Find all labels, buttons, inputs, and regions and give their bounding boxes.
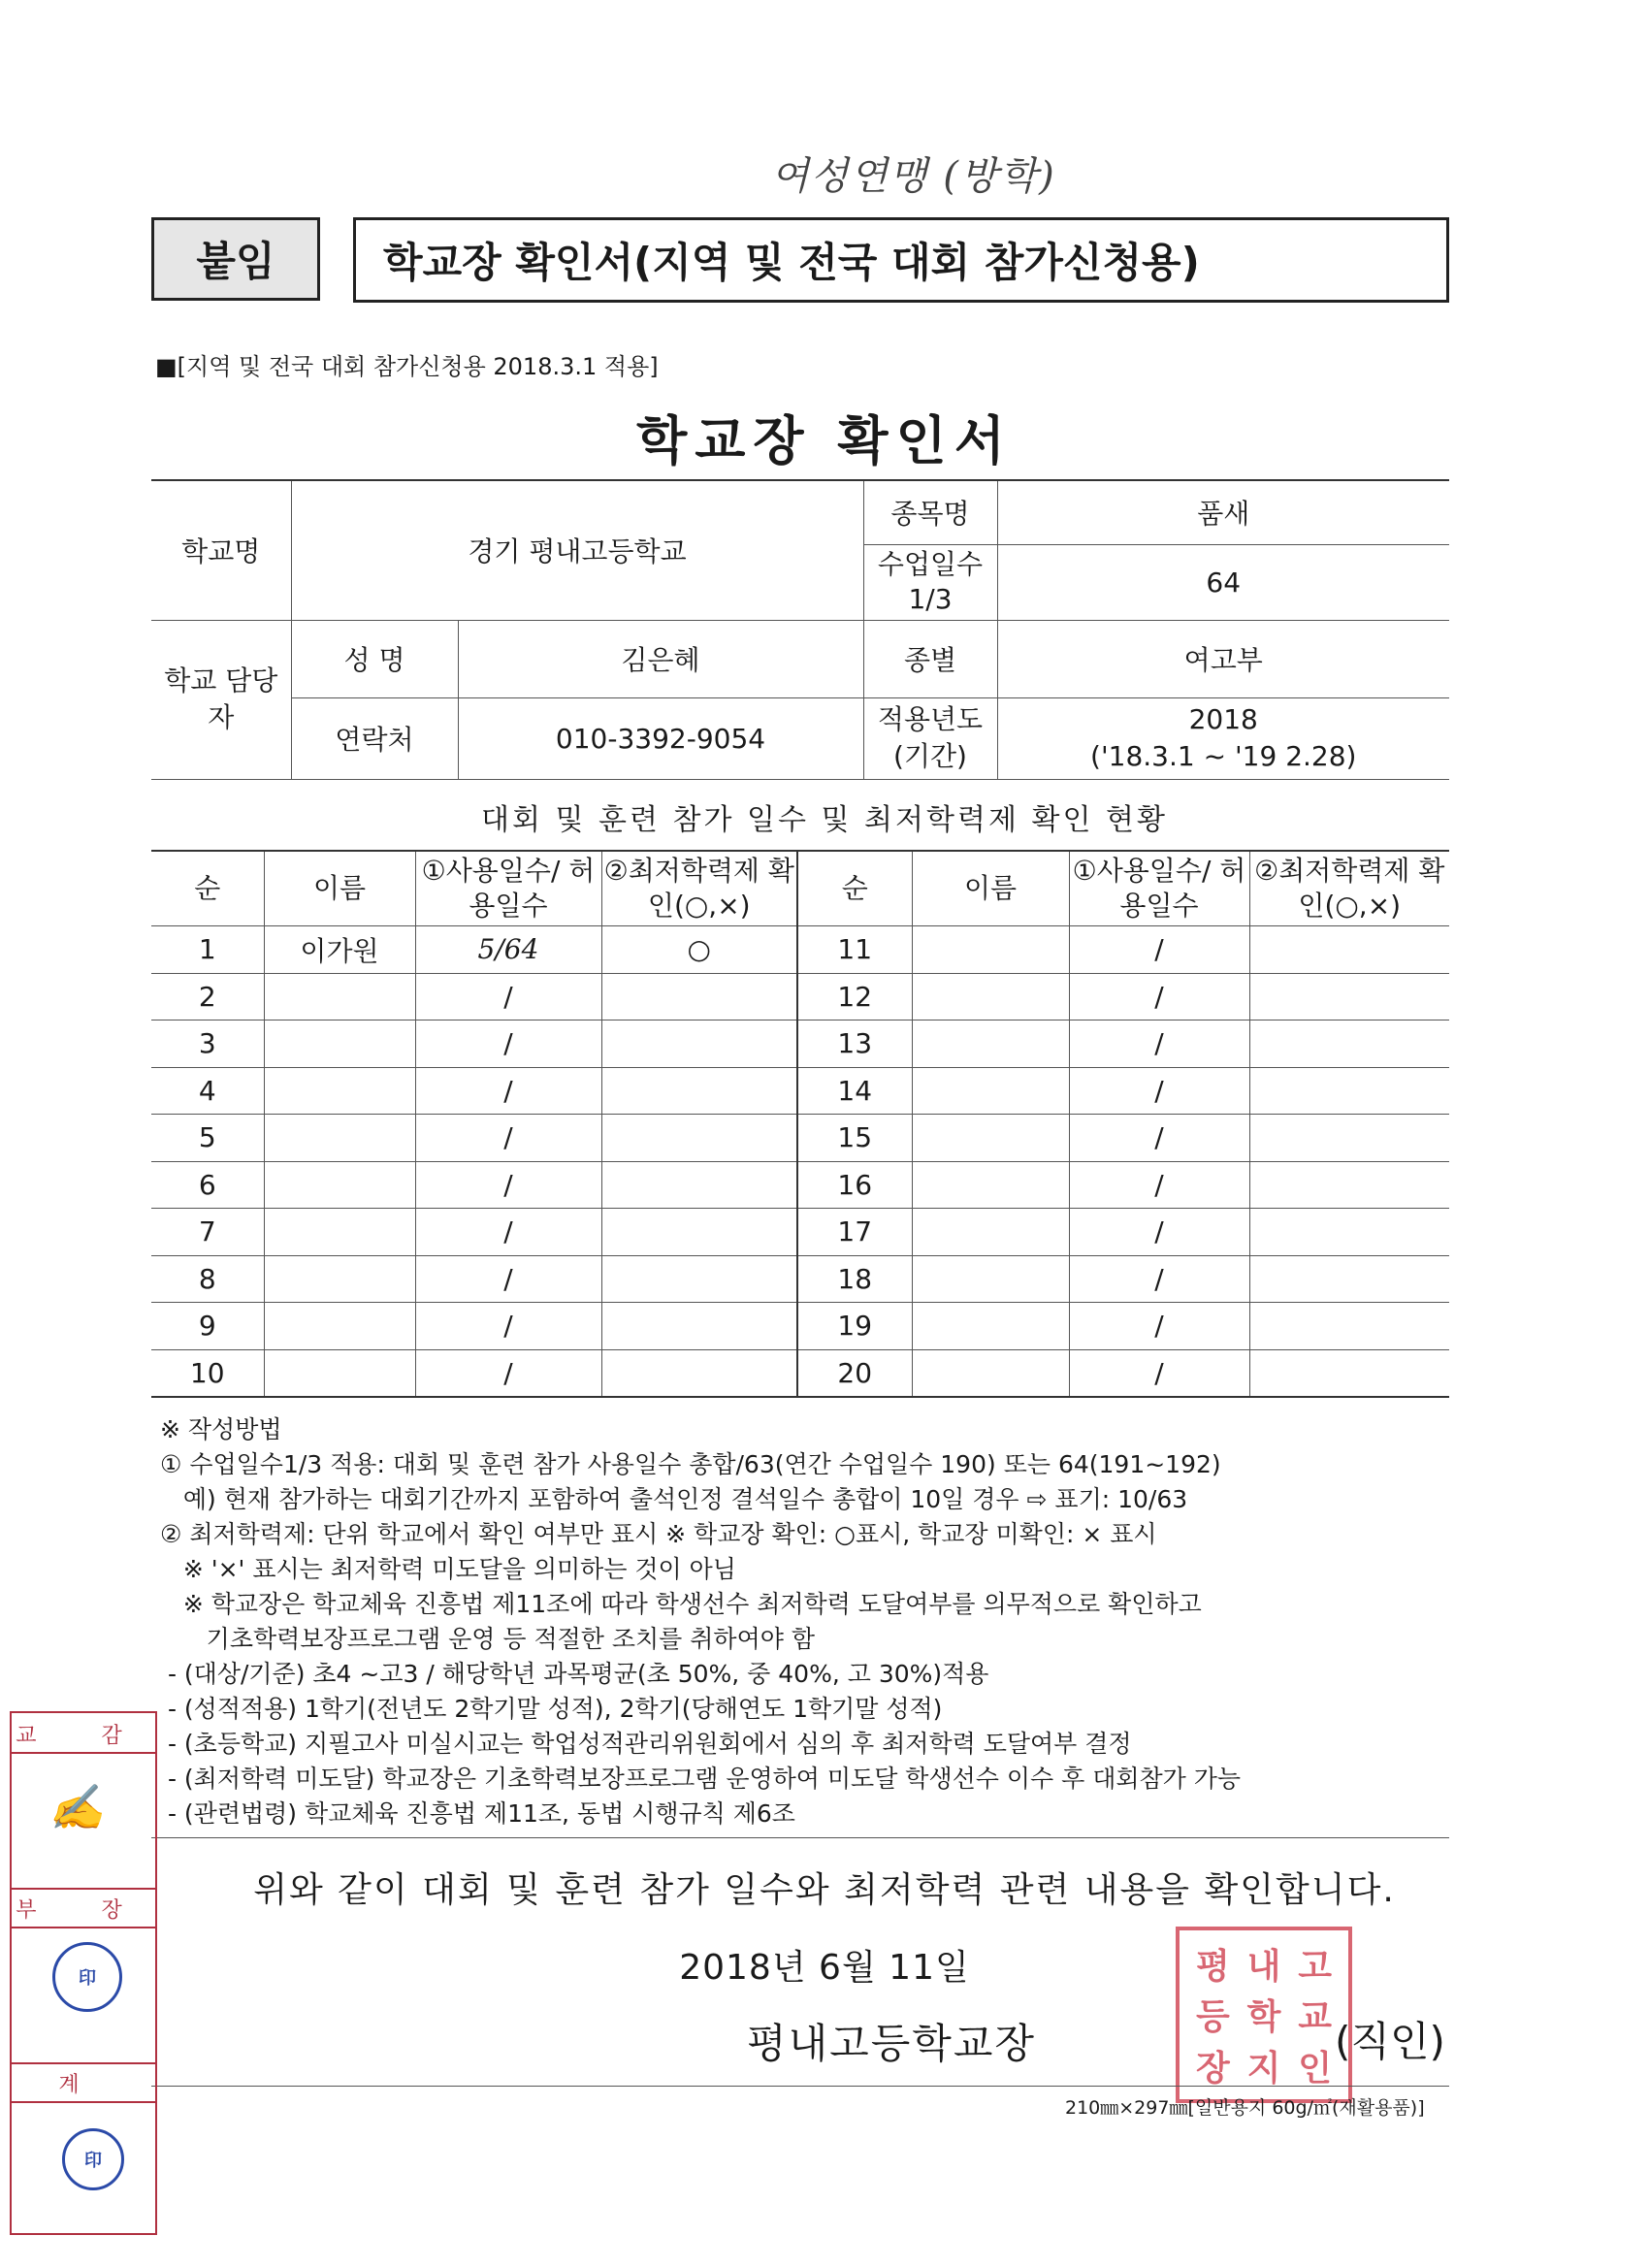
contact-label: 연락처 bbox=[291, 697, 458, 779]
issue-date: 2018년 6월 11일 bbox=[679, 1948, 970, 1988]
roster-no-cell: 8 bbox=[151, 1255, 264, 1303]
header-check: ②최저학력제 확인(○,×) bbox=[1249, 851, 1449, 926]
school-value: 경기 평내고등학교 bbox=[291, 480, 863, 620]
paper-spec: 210㎜×297㎜[일반용지 60g/㎡(재활용품)] bbox=[1065, 2097, 1425, 2119]
document-title: 학교장 확인서(지역 및 전국 대회 참가신청용) bbox=[353, 217, 1449, 303]
table-row bbox=[151, 926, 1449, 974]
roster-no-cell: 3 bbox=[151, 1021, 264, 1068]
main-title: 학교장 확인서 bbox=[636, 410, 1013, 471]
confirmation-statement: 위와 같이 대회 및 훈련 참가 일수와 최저학력 관련 내용을 확인합니다. bbox=[253, 1870, 1396, 1910]
roster-name-cell bbox=[912, 1067, 1069, 1115]
roster-no-cell: 14 bbox=[797, 1067, 912, 1115]
roster-days-cell: / bbox=[415, 1021, 601, 1068]
roster-days-cell: / bbox=[1069, 1209, 1249, 1256]
roster-no-cell: 2 bbox=[151, 973, 264, 1021]
approval-head: 부 장 bbox=[16, 1898, 151, 1923]
instructions bbox=[160, 1412, 1460, 1831]
staff-stamp: 印 bbox=[62, 2128, 124, 2190]
roster-name-cell bbox=[912, 1161, 1069, 1209]
instruction-line: ※ '×' 표시는 최저학력 미도달을 의미하는 것이 아님 bbox=[160, 1555, 736, 1583]
roster-name-cell bbox=[264, 1021, 415, 1068]
roster-check-cell bbox=[1249, 1161, 1449, 1209]
instruction-line: - (대상/기준) 초4 ~고3 / 해당학년 과목평균(초 50%, 중 40%, 고 30%)적용 bbox=[160, 1660, 989, 1688]
roster-days-cell: / bbox=[1069, 926, 1249, 974]
roster-check-cell bbox=[601, 1255, 797, 1303]
roster-section-title: 대회 및 훈련 참가 일수 및 최저학력제 확인 현황 bbox=[481, 803, 1168, 837]
roster-no-cell: 10 bbox=[151, 1349, 264, 1397]
roster-name-cell bbox=[264, 1067, 415, 1115]
roster-check-cell bbox=[1249, 1255, 1449, 1303]
info-table bbox=[151, 479, 1449, 780]
table-row bbox=[151, 1161, 1449, 1209]
roster-no-cell: 7 bbox=[151, 1209, 264, 1256]
handwritten-note: 여성연맹 (방학) bbox=[771, 154, 1056, 199]
roster-name-cell bbox=[912, 1021, 1069, 1068]
roster-days-cell: / bbox=[1069, 1303, 1249, 1350]
division-value: 여고부 bbox=[997, 620, 1449, 697]
year-value: 2018 bbox=[1188, 703, 1258, 735]
approval-box bbox=[10, 1711, 157, 2235]
roster-no-cell: 18 bbox=[797, 1255, 912, 1303]
roster-check-cell bbox=[601, 1161, 797, 1209]
roster-check-cell bbox=[1249, 1115, 1449, 1162]
roster-check-cell bbox=[601, 1021, 797, 1068]
instruction-line: ② 최저학력제: 단위 학교에서 확인 여부만 표시 ※ 학교장 확인: ○표시, 학교장 미확인: × 표시 bbox=[160, 1520, 1157, 1548]
header-name: 이름 bbox=[912, 851, 1069, 926]
instruction-line: ① 수업일수1/3 적용: 대회 및 훈련 참가 사용일수 총합/63(연간 수업일수 190) 또는 64(191~192) bbox=[160, 1450, 1221, 1478]
table-row bbox=[151, 1067, 1449, 1115]
roster-no-cell: 4 bbox=[151, 1067, 264, 1115]
roster-name-cell bbox=[912, 1303, 1069, 1350]
roster-days-cell: / bbox=[1069, 1021, 1249, 1068]
official-seal-stamp: 평 내 고 등 학 교 장 지 인 bbox=[1176, 1927, 1352, 2103]
roster-name-cell bbox=[912, 1255, 1069, 1303]
header-days: ①사용일수/ 허용일수 bbox=[415, 851, 601, 926]
roster-days-cell: 5/64 bbox=[415, 926, 601, 974]
roster-days-cell: / bbox=[1069, 1115, 1249, 1162]
roster-days-cell: / bbox=[1069, 1161, 1249, 1209]
table-row bbox=[151, 1209, 1449, 1256]
roster-check-cell bbox=[601, 1209, 797, 1256]
roster-check-cell bbox=[1249, 1067, 1449, 1115]
roster-days-cell: / bbox=[1069, 1255, 1249, 1303]
roster-days-cell: / bbox=[415, 973, 601, 1021]
roster-check-cell bbox=[1249, 1209, 1449, 1256]
school-label: 학교명 bbox=[151, 480, 291, 620]
table-row bbox=[151, 1303, 1449, 1350]
period-value: ('18.3.1 ~ '19 2.28) bbox=[1090, 740, 1357, 772]
approval-staff: 계 bbox=[58, 2073, 109, 2097]
signature: ✍ bbox=[48, 1781, 105, 1833]
roster-name-cell bbox=[912, 1209, 1069, 1256]
form-subheading: ■[지역 및 전국 대회 참가신청용 2018.3.1 적용] bbox=[155, 353, 659, 380]
roster-days-cell: / bbox=[1069, 1349, 1249, 1397]
roster-name-cell: 이가원 bbox=[264, 926, 415, 974]
header-name: 이름 bbox=[264, 851, 415, 926]
roster-no-cell: 9 bbox=[151, 1303, 264, 1350]
roster-table bbox=[151, 850, 1449, 1398]
table-row bbox=[151, 973, 1449, 1021]
table-row bbox=[151, 1115, 1449, 1162]
divider bbox=[151, 1837, 1449, 1838]
roster-no-cell: 15 bbox=[797, 1115, 912, 1162]
roster-no-cell: 16 bbox=[797, 1161, 912, 1209]
name-value: 김은혜 bbox=[458, 620, 863, 697]
instruction-line: ※ 작성방법 bbox=[160, 1415, 282, 1443]
roster-check-cell bbox=[601, 1115, 797, 1162]
header-check: ②최저학력제 확인(○,×) bbox=[601, 851, 797, 926]
official-seal-mark: (직인) bbox=[1335, 2018, 1445, 2065]
approval-vice-principal: 교 감 bbox=[16, 1724, 151, 1748]
contact-value: 010-3392-9054 bbox=[458, 697, 863, 779]
roster-no-cell: 12 bbox=[797, 973, 912, 1021]
roster-name-cell bbox=[264, 1209, 415, 1256]
roster-no-cell: 11 bbox=[797, 926, 912, 974]
instruction-line: - (성적적용) 1학기(전년도 2학기말 성적), 2학기(당해연도 1학기말 성적) bbox=[160, 1695, 943, 1723]
roster-days-cell: / bbox=[415, 1067, 601, 1115]
roster-check-cell bbox=[601, 973, 797, 1021]
roster-check-cell bbox=[601, 1067, 797, 1115]
roster-no-cell: 1 bbox=[151, 926, 264, 974]
roster-days-cell: / bbox=[415, 1349, 601, 1397]
roster-check-cell bbox=[1249, 1021, 1449, 1068]
divider bbox=[151, 2086, 1449, 2087]
event-value: 품새 bbox=[997, 480, 1449, 544]
name-label: 성 명 bbox=[291, 620, 458, 697]
roster-no-cell: 6 bbox=[151, 1161, 264, 1209]
days-label: 수업일수 1/3 bbox=[863, 544, 997, 620]
roster-name-cell bbox=[264, 1349, 415, 1397]
roster-days-cell: / bbox=[1069, 1067, 1249, 1115]
principal-title: 평내고등학교장 bbox=[747, 2020, 1037, 2067]
staff-label: 학교 담당자 bbox=[151, 620, 291, 779]
roster-no-cell: 20 bbox=[797, 1349, 912, 1397]
division-label: 종별 bbox=[863, 620, 997, 697]
instruction-line: - (최저학력 미도달) 학교장은 기초학력보장프로그램 운영하여 미도달 학생선수 이수 후 대회참가 가능 bbox=[160, 1765, 1242, 1793]
event-label: 종목명 bbox=[863, 480, 997, 544]
roster-no-cell: 17 bbox=[797, 1209, 912, 1256]
roster-check-cell: ○ bbox=[601, 926, 797, 974]
roster-check-cell bbox=[1249, 973, 1449, 1021]
roster-days-cell: / bbox=[415, 1115, 601, 1162]
header-no: 순 bbox=[797, 851, 912, 926]
roster-days-cell: / bbox=[1069, 973, 1249, 1021]
roster-name-cell bbox=[912, 973, 1069, 1021]
year-label: 적용년도 (기간) bbox=[863, 697, 997, 779]
roster-days-cell: / bbox=[415, 1209, 601, 1256]
roster-check-cell bbox=[1249, 1303, 1449, 1350]
table-row bbox=[151, 1349, 1449, 1397]
roster-no-cell: 13 bbox=[797, 1021, 912, 1068]
roster-name-cell bbox=[912, 926, 1069, 974]
table-row bbox=[151, 1255, 1449, 1303]
attachment-tag: 붙임 bbox=[151, 217, 320, 301]
instruction-line: - (초등학교) 지필고사 미실시교는 학업성적관리위원회에서 심의 후 최저학력 도달여부 결정 bbox=[160, 1730, 1132, 1758]
roster-check-cell bbox=[1249, 926, 1449, 974]
roster-days-cell: / bbox=[415, 1161, 601, 1209]
header-no: 순 bbox=[151, 851, 264, 926]
roster-name-cell bbox=[264, 1161, 415, 1209]
roster-check-cell bbox=[601, 1303, 797, 1350]
year-cell bbox=[997, 697, 1449, 779]
header-days: ①사용일수/ 허용일수 bbox=[1069, 851, 1249, 926]
instruction-line: 기초학력보장프로그램 운영 등 적절한 조치를 취하여야 함 bbox=[160, 1625, 815, 1653]
roster-days-cell: / bbox=[415, 1255, 601, 1303]
roster-name-cell bbox=[264, 1115, 415, 1162]
instruction-line: ※ 학교장은 학교체육 진흥법 제11조에 따라 학생선수 최저학력 도달여부를 의무적으로 확인하고 bbox=[160, 1590, 1202, 1618]
roster-name-cell bbox=[912, 1115, 1069, 1162]
roster-check-cell bbox=[1249, 1349, 1449, 1397]
head-stamp: 印 bbox=[52, 1942, 122, 2012]
roster-name-cell bbox=[912, 1349, 1069, 1397]
roster-name-cell bbox=[264, 973, 415, 1021]
roster-no-cell: 19 bbox=[797, 1303, 912, 1350]
table-row bbox=[151, 1021, 1449, 1068]
roster-days-cell: / bbox=[415, 1303, 601, 1350]
roster-name-cell bbox=[264, 1255, 415, 1303]
days-value: 64 bbox=[997, 544, 1449, 620]
instruction-line: 예) 현재 참가하는 대회기간까지 포함하여 출석인정 결석일수 총합이 10일 경우 ⇨ 표기: 10/63 bbox=[160, 1485, 1188, 1513]
instruction-line: - (관련법령) 학교체육 진흥법 제11조, 동법 시행규칙 제6조 bbox=[160, 1799, 795, 1828]
roster-check-cell bbox=[601, 1349, 797, 1397]
roster-no-cell: 5 bbox=[151, 1115, 264, 1162]
roster-name-cell bbox=[264, 1303, 415, 1350]
